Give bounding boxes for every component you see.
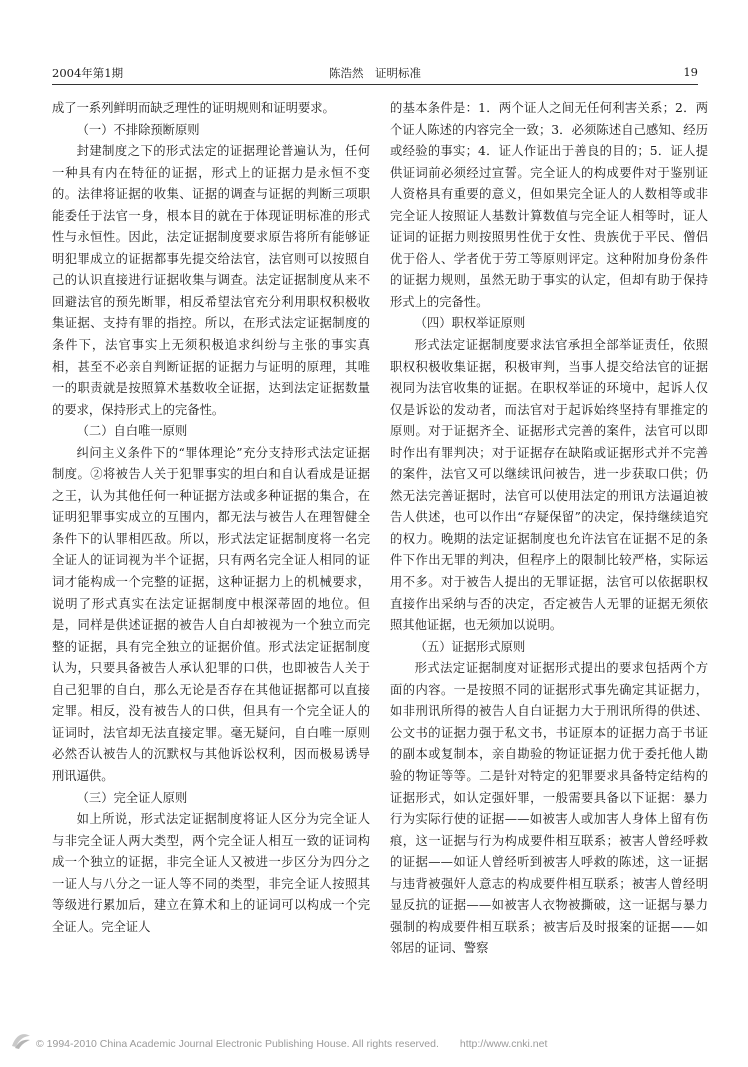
section-heading: （一）不排除预断原则 (76, 122, 200, 137)
journal-issue: 2004年第1期 (52, 66, 124, 80)
left-column (52, 98, 370, 938)
paragraph: 封建制度之下的形式法定的证据理论普遍认为，任何一种具有内在特征的证据，形式上的证据力是永恒不变的。法律将证据的收集、证据的调查与证据的判断三项职能委任于法官一身，根本目的就在于体现证明标准的形式性与永恒性。因此，法定证据制度要求原告将所有能够证明犯罪成立的证据都事先提交给法官，法官则可以按照自己的认识直接进行证据收集与调查。法定证据制度从来不回避法官的预先断罪，相反希望法官充分利用职权积极收集证据、支持有罪的指控。所以，在形式法定证据制度的条件下，法官事实上无须积极追求纠纷与主张的事实真相，甚至不必亲自判断证据的证据力与证明的原理，其唯一的职责就是按照算术基数收全证据，达到法定证据数量的要求，保持形式上的完备性。 (52, 144, 370, 417)
paragraph: 形式法定证据制度要求法官承担全部举证责任，依照职权积极收集证据，积极审判，当事人提交给法官的证据视同为法官收集的证据。在职权举证的环境中，起诉人仅仅是诉讼的发动者，而法官对于起诉始终坚持有罪推定的原则。对于证据齐全、证据形式完善的案件，法官可以即时作出有罪判决；对于证据存在缺陷或证据形式并不完善的案件，法官又可以继续讯问被告，进一步获取口供；仍然无法完善证据时，法官可以使用法定的刑讯方法逼迫被告人供述，也可以作出“存疑保留”的决定，保持继续追究的权力。晚期的法定证据制度也允许法官在证据不足的条件下作出无罪的判决，但程序上的限制比较严格，实际运用不多。对于被告人提出的无罪证据，法官可以依据职权直接作出采纳与否的决定，否定被告人无罪的证据无须依照其他证据，也无须加以说明。 (390, 338, 708, 633)
section-heading: （五）证据形式原则 (414, 639, 526, 654)
paragraph: 的基本条件是：1．两个证人之间无任何利害关系；2．两个证人陈述的内容完全一致；3．必须陈述自己感知、经历或经验的事实；4．证人作证出于善良的目的；5．证人提供证词前必须经过宣誓。完全证人的构成要件对于鉴别证人资格具有重要的意义，但如果完全证人的人数相等或非完全证人按照证人基数计算数值与完全证人相等时，证人证词的证据力则按照男性优于女性、贵族优于平民、僧侣优于俗人、学者优于劳工等原则评定。这种附加身份条件的证据力规则，虽然无助于事实的认定，但却有助于保持形式上的完备性。 (390, 101, 708, 309)
running-header (52, 62, 698, 85)
section-heading: （二）自白唯一原则 (76, 424, 188, 439)
page-number: 19 (683, 65, 698, 79)
paragraph: 形式法定证据制度对证据形式提出的要求包括两个方面的内容。一是按照不同的证据形式事先确定其证据力，如非刑讯所得的被告人自白证据力大于刑讯所得的供述、公文书的证据力强于私文书，书证原本的证据力高于书证的副本或复制本，亲自勘验的物证证据力优于委托他人勘验的物证等等。二是针对特定的犯罪要求具备特定结构的证据形式，如认定强奸罪，一般需要具备以下证据：暴力行为实际行使的证据——如被害人或加害人身体上留有伤痕，这一证据与行为构成要件相互联系；被害人曾经呼救的证据——如证人曾经听到被害人呼救的陈述，这一证据与违背被强奸人意志的构成要件相互联系；被害人曾经明显反抗的证据——如被害人衣物被撕破，这一证据与暴力强制的构成要件相互联系；被害后及时报案的证据——如邻居的证词、警察 (390, 661, 708, 956)
running-title: 陈浩然 证明标准 (329, 66, 421, 80)
cnki-logo-icon (10, 1030, 32, 1050)
section-heading: （四）职权举证原则 (414, 316, 526, 331)
copyright-footer: © 1994-2010 China Academic Journal Electronic Publishing House. All rights reserved. http://www.cnki.net (36, 1038, 548, 1050)
paragraph: 如上所说，形式法定证据制度将证人区分为完全证人与非完全证人两大类型，两个完全证人相互一致的证词构成一个独立的证据，非完全证人又被进一步区分为四分之一证人与八分之一证人等不同的类型，非完全证人按照其等级进行累加后，建立在算术和上的证词可以构成一个完全证人。完全证人 (52, 812, 370, 934)
right-column (390, 98, 708, 960)
paragraph: 成了一系列鲜明而缺乏理性的证明规则和证明要求。 (52, 101, 335, 115)
paragraph: 纠问主义条件下的“罪体理论”充分支持形式法定证据制度。②将被告人关于犯罪事实的坦白和自认看成是证据之王，认为其他任何一种证据方法或多种证据的集合，在证明犯罪事实成立的互围内，都无法与被告人在理智健全条件下的认罪相匹敌。所以，形式法定证据制度将一名完全证人的证词视为半个证据，只有两名完全证人相同的证词才能构成一个完整的证据，这种证据力上的机械要求，说明了形式真实在法定证据制度中根深蒂固的地位。但是，同样是供述证据的被告人自白却被视为一个独立而完整的证据，具有完全独立的证据价值。形式法定证据制度认为，只要具备被告人承认犯罪的口供，也即被告人关于自己犯罪的自白，那么无论是否存在其他证据都可以直接定罪。相反，没有被告人的口供，但具有一个完全证人的证词时，法官却无法直接定罪。毫无疑问，自白唯一原则必然否认被告人的沉默权与其他诉讼权利，因而极易诱导刑讯逼供。 (52, 445, 370, 783)
section-heading: （三）完全证人原则 (76, 790, 188, 805)
